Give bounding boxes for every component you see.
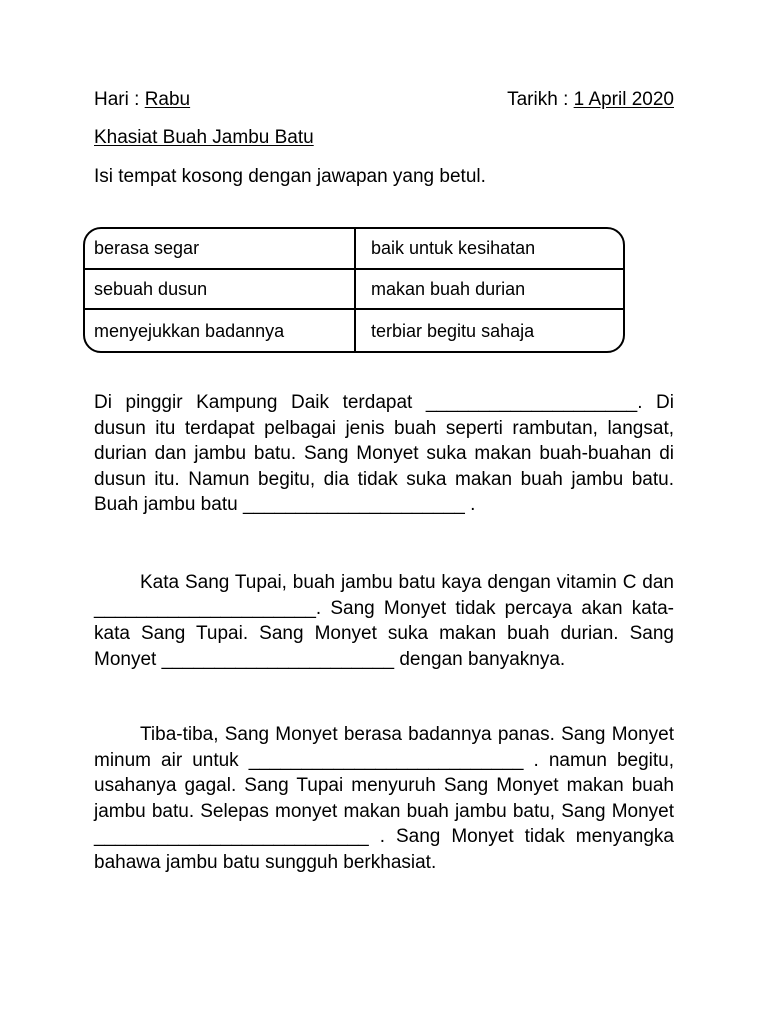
option-cell: berasa segar bbox=[85, 229, 356, 270]
option-cell: menyejukkan badannya bbox=[85, 310, 356, 351]
option-cell: makan buah durian bbox=[356, 270, 623, 311]
option-cell: sebuah dusun bbox=[85, 270, 356, 311]
day-value: Rabu bbox=[144, 89, 191, 110]
paragraph-text: Di pinggir Kampung Daik terdapat ____________________. Di dusun itu terdapat pelbagai jenis buah seperti rambutan, langsat, durian dan jambu batu. Sang Monyet suka makan buah-buahan di dusun itu. Namun begitu, dia tidak suka makan buah jambu batu. Buah jambu batu _____________________ . bbox=[94, 392, 674, 516]
story-paragraph-2 bbox=[94, 570, 674, 672]
date-field bbox=[507, 88, 674, 112]
paragraph-text: Kata Sang Tupai, buah jambu batu kaya dengan vitamin C dan _____________________. Sang Monyet tidak percaya akan kata-kata Sang Tupai. Sang Monyet suka makan buah durian. Sang Monyet ______________________ dengan banyaknya. bbox=[94, 572, 674, 670]
paragraph-text: Tiba-tiba, Sang Monyet berasa badannya panas. Sang Monyet minum air untuk __________________________ . namun begitu, usahanya gagal. Sang Tupai menyuruh Sang Monyet makan buah jambu batu. Selepas monyet makan buah jambu batu, Sang Monyet __________________________ . Sang Monyet tidak menyangka bahawa jambu batu sungguh berkhasiat. bbox=[94, 724, 674, 873]
day-label: Hari : bbox=[94, 89, 140, 110]
date-value: 1 April 2020 bbox=[573, 89, 674, 110]
story-paragraph-3 bbox=[94, 722, 674, 876]
date-label: Tarikh : bbox=[507, 89, 569, 110]
worksheet-title: Khasiat Buah Jambu Batu bbox=[94, 127, 314, 148]
day-field bbox=[94, 88, 190, 112]
answer-options-box bbox=[83, 227, 625, 353]
option-cell: baik untuk kesihatan bbox=[356, 229, 623, 270]
option-cell: terbiar begitu sahaja bbox=[371, 320, 535, 341]
story-paragraph-1 bbox=[94, 390, 674, 518]
instruction-text: Isi tempat kosong dengan jawapan yang betul. bbox=[94, 166, 486, 187]
